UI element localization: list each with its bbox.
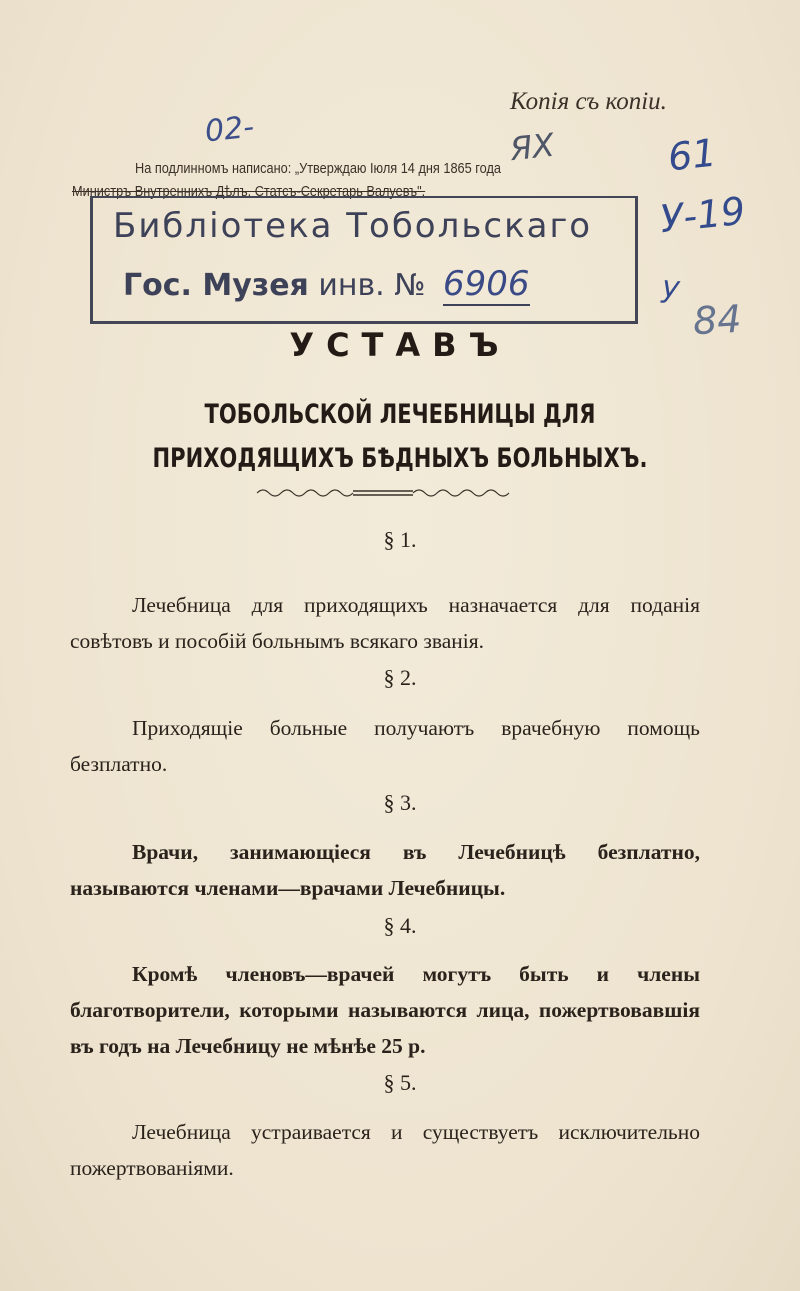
handwritten-note-3: 61 bbox=[665, 130, 719, 180]
section-3-label: § 3. bbox=[383, 790, 417, 815]
section-4-label: § 4. bbox=[383, 913, 417, 938]
library-stamp bbox=[90, 196, 638, 324]
handwritten-note-6: 84 bbox=[691, 296, 743, 344]
stamp-line-2 bbox=[123, 264, 530, 304]
handwritten-note-5: у bbox=[660, 269, 681, 306]
section-1-label: § 1. bbox=[383, 527, 417, 552]
section-5-label: § 5. bbox=[383, 1070, 417, 1095]
stamp-inventory-number: 6906 bbox=[442, 264, 530, 304]
copy-note: Копія съ копіи. bbox=[510, 88, 667, 115]
section-4-text: Кромѣ членовъ—врачей могутъ быть и члены благотворители, которыми называются лица, пожертвовавшія въ годъ на Лечебницу не мѣнѣе 25 р. bbox=[70, 962, 700, 1058]
section-2-text: Приходящіе больные получаютъ врачебную помощь безплатно. bbox=[70, 716, 700, 776]
stamp-museum: Гос. Музея bbox=[123, 268, 309, 303]
document-subtitle: ТОБОЛЬСКОЙ ЛЕЧЕБНИЦЫ ДЛЯ ПРИХОДЯЩИХЪ БѢДНЫХЪ БОЛЬНЫХЪ. bbox=[152, 399, 648, 474]
ornament-divider bbox=[255, 485, 511, 501]
section-3-text: Врачи, занимающіеся въ Лечебницѣ безплатно, называются членами—врачами Лечебницы. bbox=[70, 840, 700, 900]
original-signature-note: Министръ Внутреннихъ Дѣлъ, Статсъ-Секретарь Валуевъ". bbox=[72, 183, 426, 200]
document-title: УСТАВЪ bbox=[289, 326, 511, 364]
handwritten-note-1: 02- bbox=[203, 109, 256, 150]
handwritten-note-4: У-19 bbox=[657, 188, 748, 242]
section-1-text: Лечебница для приходящихъ назначается для поданія совѣтовъ и пособій больнымъ всякаго званія. bbox=[70, 593, 700, 653]
original-approval-note: На подлинномъ написано: „Утверждаю Іюля 14 дня 1865 года bbox=[135, 160, 501, 177]
section-2-label: § 2. bbox=[383, 665, 417, 690]
stamp-line-1: Библіотека Тобольскаго bbox=[113, 206, 593, 246]
section-5-text: Лечебница устраивается и существуетъ исключительно пожертвованіями. bbox=[70, 1120, 700, 1180]
stamp-inventory-label: инв. № bbox=[318, 268, 426, 303]
handwritten-note-2: ЯХ bbox=[508, 125, 557, 169]
